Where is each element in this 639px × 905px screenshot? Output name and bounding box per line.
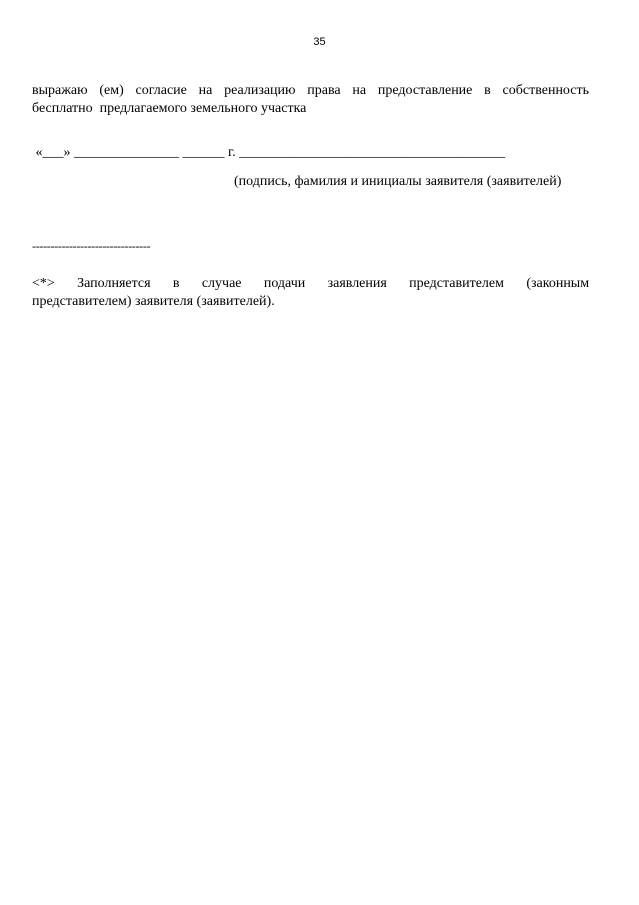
date-signature-line: «___» _______________ ______ г. ______________________________________ xyxy=(32,145,506,160)
consent-text-line-1: выражаю (ем) согласие на реализацию права на предоставление в собственность xyxy=(32,83,589,98)
footnote xyxy=(32,275,589,311)
footnote-word: Заполняется xyxy=(77,276,151,291)
page-number: 35 xyxy=(313,36,326,48)
footnote-line-2: представителем) заявителя (заявителей). xyxy=(32,294,275,309)
consent-text-line-2: бесплатно предлагаемого земельного участка xyxy=(32,101,307,116)
footnote-line-1 xyxy=(32,275,589,293)
footnote-word: представителем xyxy=(409,276,504,291)
signature-caption: (подпись, фамилия и инициалы заявителя (заявителей) xyxy=(234,174,562,189)
footnote-word: подачи xyxy=(263,276,306,291)
footnote-marker: <*> xyxy=(32,276,55,291)
footnote-word: заявления xyxy=(327,276,387,291)
footnote-word: случае xyxy=(201,276,242,291)
footnote-word: в xyxy=(172,276,180,291)
footnote-separator: -------------------------------- xyxy=(32,239,151,253)
footnote-word: (законным xyxy=(526,276,590,291)
consent-paragraph xyxy=(32,82,589,118)
